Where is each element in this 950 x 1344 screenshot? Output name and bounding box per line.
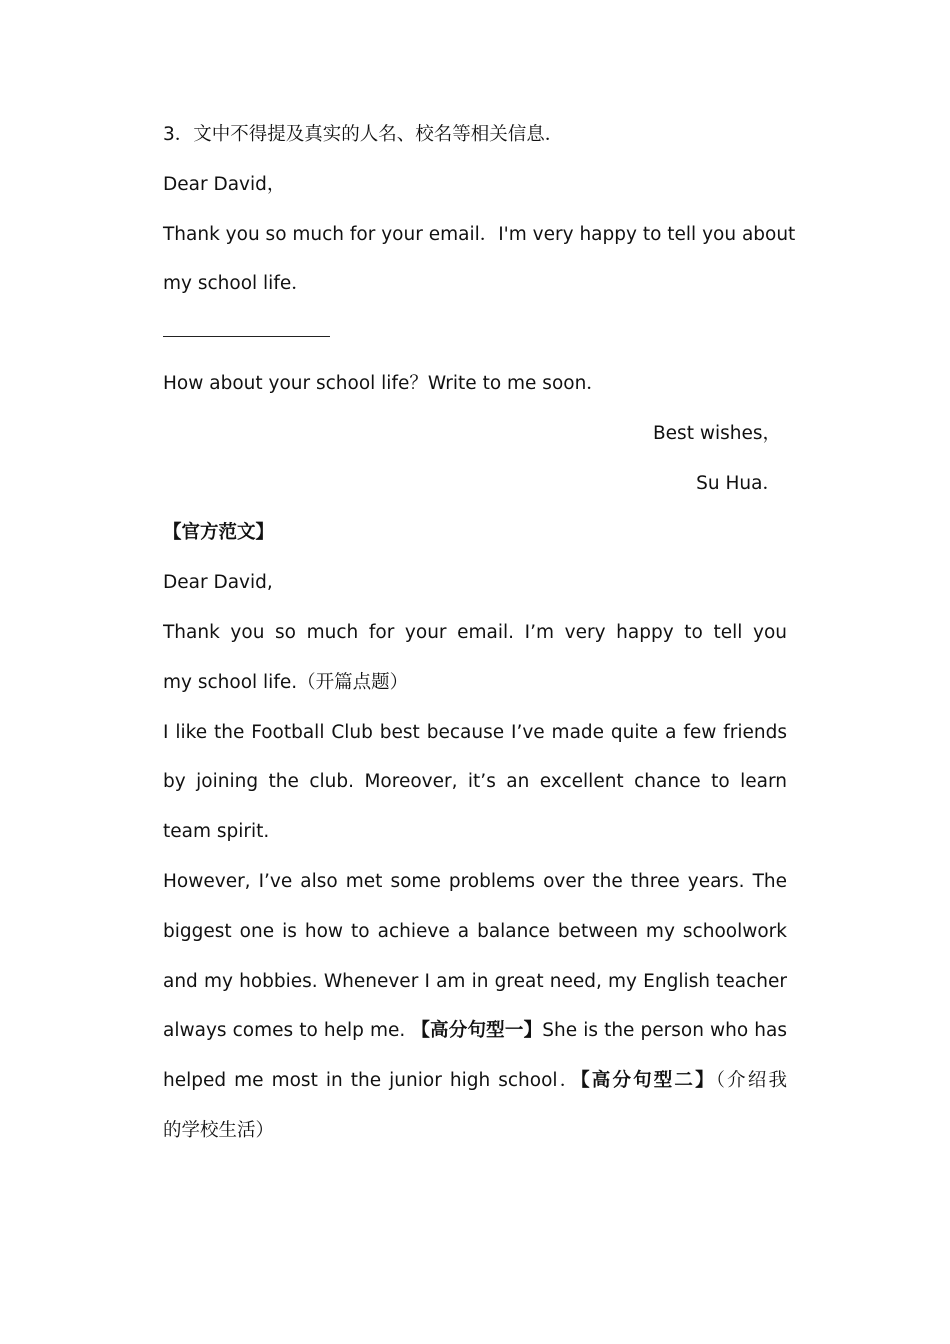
model-line: by joining the club. Moreover, it’s an excellent chance to learn	[163, 771, 787, 793]
model-line: 的学校生活）	[163, 1119, 275, 1141]
letter-body-line: Thank you so much for your email．I'm very happy to tell you about	[163, 223, 796, 245]
high-score-tag-1: 【高分句型一】	[411, 1020, 543, 1042]
letter-closing-question: How about your school life？Write to me soon．	[163, 372, 605, 394]
model-line: team spirit.	[163, 821, 270, 843]
model-line	[163, 1056, 787, 1106]
model-line	[163, 1006, 787, 1056]
high-score-tag-2: 【高分句型二】	[580, 1070, 716, 1092]
model-essay-heading: 【官方范文】	[163, 522, 275, 544]
model-line-text: helped me most in the junior high school．	[163, 1070, 581, 1092]
model-greeting: Dear David,	[163, 572, 273, 594]
blank-underline	[163, 312, 330, 337]
letter-body-line: my school life．	[163, 273, 310, 295]
model-line: my school life.（开篇点题）	[163, 671, 409, 693]
requirement-item-3: 3．文中不得提及真实的人名、校名等相关信息．	[163, 124, 564, 145]
letter-signature: Su Hua．	[696, 472, 781, 494]
model-line-text: She is the person who has	[542, 1020, 787, 1042]
model-line: However, I’ve also met some problems over the three years. The	[163, 870, 787, 892]
model-line: I like the Football Club best because I’ve made quite a few friends	[163, 721, 787, 743]
letter-greeting: Dear David，	[163, 173, 286, 195]
model-line: biggest one is how to achieve a balance between my schoolwork	[163, 920, 787, 942]
document-page	[163, 110, 796, 1156]
model-line-text: （介绍我	[715, 1070, 787, 1092]
model-line: and my hobbies. Whenever I am in great need, my English teacher	[163, 970, 787, 992]
model-line-text: always comes to help me.	[163, 1020, 412, 1042]
answer-blank-line	[163, 309, 787, 359]
letter-sign-off: Best wishes，	[652, 422, 781, 444]
model-line: Thank you so much for your email. I’m very happy to tell you	[163, 621, 787, 643]
